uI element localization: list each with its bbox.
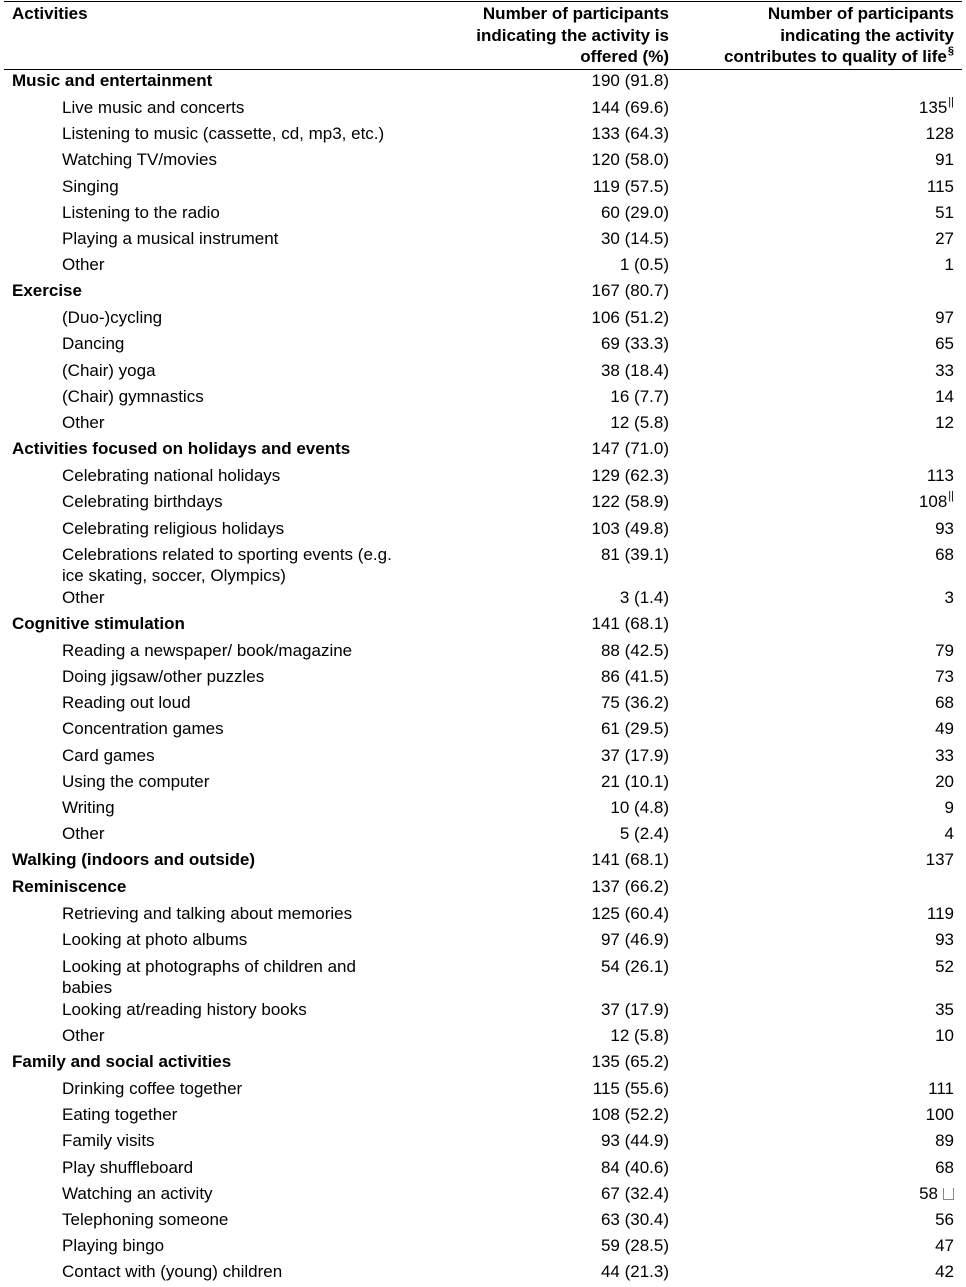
activity-label	[62, 1157, 193, 1179]
activity-label-line: Doing jigsaw/other puzzles	[62, 667, 265, 686]
activity-label-line: Playing bingo	[62, 1236, 165, 1256]
table-row	[0, 956, 966, 999]
offered-count: 125 (60.4)	[591, 904, 669, 924]
table-row	[0, 1183, 966, 1209]
activity-label-line: Other	[62, 587, 105, 607]
category-label	[12, 438, 350, 460]
quality-of-life-count	[935, 149, 954, 171]
qol-value: 58	[919, 1183, 938, 1203]
table-row	[0, 97, 966, 123]
activity-label	[62, 491, 223, 513]
quality-of-life-count	[935, 202, 954, 224]
footnote-box-icon	[943, 1188, 954, 1200]
header-offered-line: indicating the activity is	[476, 25, 669, 45]
header-qol-text: contributes to quality of life	[723, 47, 947, 66]
offered-count: 141 (68.1)	[591, 613, 669, 633]
table-row	[0, 412, 966, 438]
qol-value: 135	[918, 97, 948, 117]
activity-label-line: Live music and concerts	[62, 97, 245, 117]
offered-count: 88 (42.5)	[600, 640, 669, 660]
qol-value: 49	[935, 719, 954, 739]
activity-label	[62, 386, 204, 408]
activity-label-line: Contact with (young) children	[62, 1262, 283, 1282]
offered-count: 106 (51.2)	[591, 308, 669, 328]
footnote-mark: ||	[948, 490, 954, 503]
activity-label	[62, 1078, 242, 1100]
table-row	[0, 149, 966, 175]
header-offered-line: offered (%)	[580, 47, 669, 66]
quality-of-life-count	[935, 360, 954, 382]
activity-label	[62, 640, 352, 662]
quality-of-life-count	[928, 1078, 954, 1100]
category-label	[12, 849, 255, 871]
activity-label	[62, 202, 220, 224]
offered-count: 119 (57.5)	[592, 176, 669, 196]
activity-label-line: Looking at photographs of children and	[62, 956, 356, 976]
quality-of-life-count	[935, 1025, 954, 1047]
qol-value: 20	[935, 771, 954, 791]
offered-count: 5 (2.4)	[619, 824, 669, 844]
qol-value: 119	[926, 904, 954, 924]
offered-count: 12 (5.8)	[610, 1025, 669, 1045]
activity-label	[62, 999, 307, 1021]
quality-of-life-count	[945, 587, 954, 609]
qol-value: 111	[928, 1078, 954, 1098]
qol-value: 68	[935, 544, 954, 564]
activity-label	[62, 544, 392, 587]
activity-label-line: Dancing	[62, 334, 125, 354]
table-row	[0, 202, 966, 228]
category-row	[0, 849, 966, 876]
activity-label-line: Family visits	[62, 1131, 155, 1151]
quality-of-life-count	[926, 1104, 954, 1126]
offered-count: 167 (80.7)	[591, 281, 669, 301]
offered-count: 38 (18.4)	[600, 360, 669, 380]
offered-count: 10 (4.8)	[610, 798, 669, 817]
table-row	[0, 1157, 966, 1183]
qol-value: 97	[935, 308, 954, 328]
qol-value: 65	[935, 334, 954, 354]
activity-label-line: Watching an activity	[62, 1183, 213, 1203]
activity-label	[62, 745, 155, 767]
activity-label-line: Listening to music (cassette, cd, mp3, etc.)	[62, 124, 385, 144]
offered-count: 54 (26.1)	[600, 956, 669, 976]
activity-label	[62, 465, 280, 487]
offered-count: 135 (65.2)	[591, 1052, 669, 1071]
header-qol-line: Number of participants	[767, 4, 954, 23]
quality-of-life-count	[927, 465, 954, 487]
qol-value: 68	[935, 693, 954, 713]
activity-label-line: Cognitive stimulation	[12, 613, 185, 633]
activity-label-line: Playing a musical instrument	[62, 228, 279, 248]
quality-of-life-count	[927, 176, 954, 198]
activity-label-line: ice skating, soccer, Olympics)	[62, 566, 286, 586]
category-label	[12, 280, 82, 302]
activity-label-line: Music and entertainment	[12, 71, 213, 90]
table-row	[0, 745, 966, 771]
activity-label	[62, 307, 162, 329]
activity-label-line: Celebrating birthdays	[62, 492, 223, 512]
offered-count: 75 (36.2)	[600, 693, 669, 713]
header-offered-line: Number of participants	[482, 4, 669, 23]
table-row	[0, 518, 966, 544]
activity-label-line: Listening to the radio	[62, 202, 220, 222]
qol-value: 33	[935, 745, 954, 765]
offered-count: 190 (91.8)	[591, 71, 669, 90]
quality-of-life-count	[935, 518, 954, 540]
table-row	[0, 1261, 966, 1287]
offered-count: 37 (17.9)	[600, 999, 669, 1019]
offered-count: 115 (55.6)	[592, 1078, 669, 1098]
qol-value: 56	[935, 1209, 954, 1229]
offered-count: 86 (41.5)	[600, 667, 669, 686]
qol-value: 113	[926, 466, 954, 486]
activity-label-line: babies	[62, 978, 113, 998]
activity-label	[62, 587, 105, 609]
qol-value: 91	[935, 150, 954, 170]
quality-of-life-count	[919, 491, 954, 516]
offered-count: 84 (40.6)	[600, 1157, 669, 1177]
offered-count: 141 (68.1)	[591, 850, 669, 870]
qol-value: 93	[935, 930, 954, 950]
activity-label-line: Looking at/reading history books	[62, 999, 307, 1019]
quality-of-life-count	[935, 1235, 954, 1257]
table-row	[0, 640, 966, 666]
activity-label-line: Drinking coffee together	[62, 1078, 243, 1098]
activity-label-line: Singing	[62, 176, 119, 196]
activity-label-line: Telephoning someone	[62, 1209, 229, 1229]
qol-value: 14	[935, 386, 954, 406]
qol-value: 1	[944, 255, 954, 275]
activity-label-line: Concentration games	[62, 719, 224, 739]
offered-count: 144 (69.6)	[591, 97, 669, 117]
qol-value: 33	[935, 360, 954, 380]
activity-label	[62, 1130, 155, 1152]
activity-label	[62, 1104, 177, 1126]
activity-label	[62, 903, 352, 925]
quality-of-life-count	[935, 386, 954, 408]
quality-of-life-count	[927, 903, 954, 925]
table-row	[0, 544, 966, 587]
activity-label	[62, 518, 284, 540]
activity-label-line: Activities focused on holidays and events	[12, 439, 351, 459]
table-row	[0, 1078, 966, 1104]
quality-of-life-count	[926, 849, 954, 871]
activity-label-line: Retrieving and talking about memories	[62, 904, 353, 924]
activity-label	[62, 149, 217, 171]
activity-label-line: (Chair) yoga	[62, 360, 156, 380]
quality-of-life-count	[935, 771, 954, 793]
quality-of-life-count	[935, 1130, 954, 1152]
activity-label	[62, 929, 247, 951]
qol-value: 100	[925, 1105, 954, 1125]
activity-label-line: Reading a newspaper/ book/magazine	[62, 640, 353, 660]
qol-value: 137	[925, 850, 954, 870]
quality-of-life-count	[945, 797, 954, 819]
qol-value: 89	[935, 1131, 954, 1151]
offered-count: 12 (5.8)	[610, 413, 669, 432]
qol-value: 68	[935, 1157, 954, 1177]
offered-count: 108 (52.2)	[591, 1105, 669, 1125]
qol-value: 51	[935, 202, 954, 222]
offered-count: 103 (49.8)	[591, 518, 669, 538]
quality-of-life-count	[935, 307, 954, 329]
offered-count: 122 (58.9)	[591, 492, 669, 512]
activity-label-line: Other	[62, 413, 105, 432]
offered-count: 63 (30.4)	[600, 1209, 669, 1229]
category-row	[0, 280, 966, 307]
offered-count: 37 (17.9)	[600, 745, 669, 765]
table-row	[0, 587, 966, 613]
offered-count: 16 (7.7)	[610, 386, 669, 406]
category-row	[0, 613, 966, 640]
offered-count: 93 (44.9)	[600, 1131, 669, 1151]
quality-of-life-count	[935, 228, 954, 250]
table-row	[0, 1104, 966, 1130]
table-row	[0, 176, 966, 202]
table-row	[0, 666, 966, 692]
offered-count: 30 (14.5)	[600, 228, 669, 248]
category-row	[0, 1051, 966, 1078]
qol-value: 108	[918, 492, 948, 512]
offered-count: 61 (29.5)	[600, 719, 669, 739]
header-quality-of-life	[724, 3, 954, 71]
activity-label-line: Card games	[62, 745, 155, 765]
category-label	[12, 613, 185, 635]
table-row	[0, 692, 966, 718]
table-row	[0, 123, 966, 149]
quality-of-life-count	[935, 640, 954, 662]
quality-of-life-count	[935, 1157, 954, 1179]
activity-label	[62, 718, 224, 740]
quality-of-life-count	[935, 999, 954, 1021]
quality-of-life-count	[935, 666, 954, 688]
header-offered	[476, 3, 669, 68]
activity-label-line: Family and social activities	[12, 1052, 232, 1071]
table-row	[0, 307, 966, 333]
header-qol-line	[724, 46, 954, 71]
offered-count: 59 (28.5)	[600, 1236, 669, 1256]
quality-of-life-count	[935, 692, 954, 714]
qol-value: 10	[935, 1025, 954, 1045]
category-label	[12, 876, 126, 898]
table-row	[0, 1209, 966, 1235]
activity-label	[62, 666, 264, 688]
table-row	[0, 1235, 966, 1261]
table-row	[0, 1025, 966, 1051]
qol-value: 52	[935, 956, 954, 976]
offered-count: 3 (1.4)	[619, 587, 669, 607]
activity-label-line: Other	[62, 255, 105, 275]
activity-label	[62, 228, 278, 250]
activity-label	[62, 1235, 164, 1257]
qol-value: 35	[935, 999, 954, 1019]
qol-value: 115	[926, 176, 954, 196]
quality-of-life-count	[935, 333, 954, 355]
table-row	[0, 386, 966, 412]
activity-label	[62, 360, 156, 382]
activity-label	[62, 692, 191, 714]
qol-value: 12	[935, 413, 954, 432]
qol-value: 79	[935, 640, 954, 660]
activity-label	[62, 123, 384, 145]
offered-count: 97 (46.9)	[600, 930, 669, 950]
table-top-rule	[4, 1, 962, 2]
table-row	[0, 718, 966, 744]
table-row	[0, 823, 966, 849]
qol-value: 42	[935, 1262, 954, 1282]
category-row	[0, 438, 966, 465]
activity-label-line: Exercise	[12, 281, 82, 301]
quality-of-life-count	[926, 123, 954, 145]
activity-label-line: Celebrating religious holidays	[62, 518, 285, 538]
offered-count: 137 (66.2)	[591, 877, 669, 897]
activity-label-line: Other	[62, 824, 105, 844]
activity-label-line: Play shuffleboard	[62, 1157, 194, 1177]
activity-label	[62, 797, 115, 819]
table-row	[0, 903, 966, 929]
offered-count: 120 (58.0)	[591, 150, 669, 170]
offered-count: 69 (33.3)	[600, 334, 669, 354]
qol-value: 9	[944, 798, 954, 817]
category-row	[0, 876, 966, 903]
qol-value: 128	[925, 124, 954, 144]
activity-label	[62, 1025, 105, 1047]
qol-value: 47	[935, 1236, 954, 1256]
offered-count: 81 (39.1)	[600, 544, 669, 564]
offered-count: 133 (64.3)	[591, 124, 669, 144]
table-row	[0, 1130, 966, 1156]
activity-label-line: Eating together	[62, 1105, 178, 1125]
offered-count: 67 (32.4)	[600, 1183, 669, 1203]
activity-label	[62, 771, 209, 793]
activity-label	[62, 823, 105, 845]
offered-count: 44 (21.3)	[600, 1262, 669, 1282]
offered-count: 21 (10.1)	[600, 771, 669, 791]
category-row	[0, 70, 966, 97]
qol-value: 4	[944, 824, 954, 844]
quality-of-life-count	[919, 1183, 954, 1205]
table-row	[0, 228, 966, 254]
header-activities: Activities	[12, 4, 88, 23]
offered-count: 60 (29.0)	[600, 202, 669, 222]
quality-of-life-count	[935, 412, 954, 434]
qol-value: 27	[935, 228, 954, 248]
activity-label	[62, 97, 244, 119]
table-row	[0, 333, 966, 359]
offered-count: 147 (71.0)	[591, 439, 669, 459]
activity-label	[62, 1209, 228, 1231]
activity-label	[62, 254, 105, 276]
activity-label-line: (Chair) gymnastics	[62, 386, 204, 406]
qol-value: 3	[944, 587, 954, 607]
quality-of-life-count	[945, 254, 954, 276]
offered-count: 1 (0.5)	[619, 255, 669, 275]
table-row	[0, 465, 966, 491]
header-qol-line: indicating the activity	[780, 25, 954, 45]
activity-label-line: Celebrations related to sporting events (e.g.	[62, 544, 392, 564]
activity-label-line: Walking (indoors and outside)	[12, 850, 256, 870]
qol-value: 93	[935, 518, 954, 538]
activity-label	[62, 956, 356, 999]
quality-of-life-count	[935, 544, 954, 566]
table-row	[0, 254, 966, 280]
quality-of-life-count	[945, 823, 954, 845]
table-row	[0, 491, 966, 517]
activity-label	[62, 333, 124, 355]
activity-label-line: Reminiscence	[12, 877, 127, 897]
quality-of-life-count	[935, 745, 954, 767]
activity-label-line: Writing	[62, 798, 115, 817]
activity-label-line: Using the computer	[62, 771, 210, 791]
footnote-mark: ||	[948, 95, 954, 108]
activity-label-line: Reading out loud	[62, 693, 191, 713]
table-row	[0, 999, 966, 1025]
activity-label-line: Other	[62, 1025, 105, 1045]
table-row	[0, 360, 966, 386]
quality-of-life-count	[935, 956, 954, 978]
category-label	[12, 1051, 231, 1073]
qol-value: 73	[935, 667, 954, 686]
activity-label	[62, 1183, 213, 1205]
quality-of-life-count	[935, 1209, 954, 1231]
quality-of-life-count	[935, 929, 954, 951]
activity-label-line: Watching TV/movies	[62, 150, 217, 170]
activity-label-line: (Duo-)cycling	[62, 308, 163, 328]
activity-label-line: Celebrating national holidays	[62, 466, 281, 486]
section-mark: §	[947, 45, 954, 57]
activity-label	[62, 412, 105, 434]
activity-label-line: Looking at photo albums	[62, 930, 248, 950]
table-row	[0, 929, 966, 955]
table-row	[0, 771, 966, 797]
table-row	[0, 797, 966, 823]
quality-of-life-count	[919, 97, 954, 122]
offered-count: 129 (62.3)	[591, 466, 669, 486]
category-label	[12, 70, 212, 92]
activity-label	[62, 176, 119, 198]
quality-of-life-count	[935, 718, 954, 740]
